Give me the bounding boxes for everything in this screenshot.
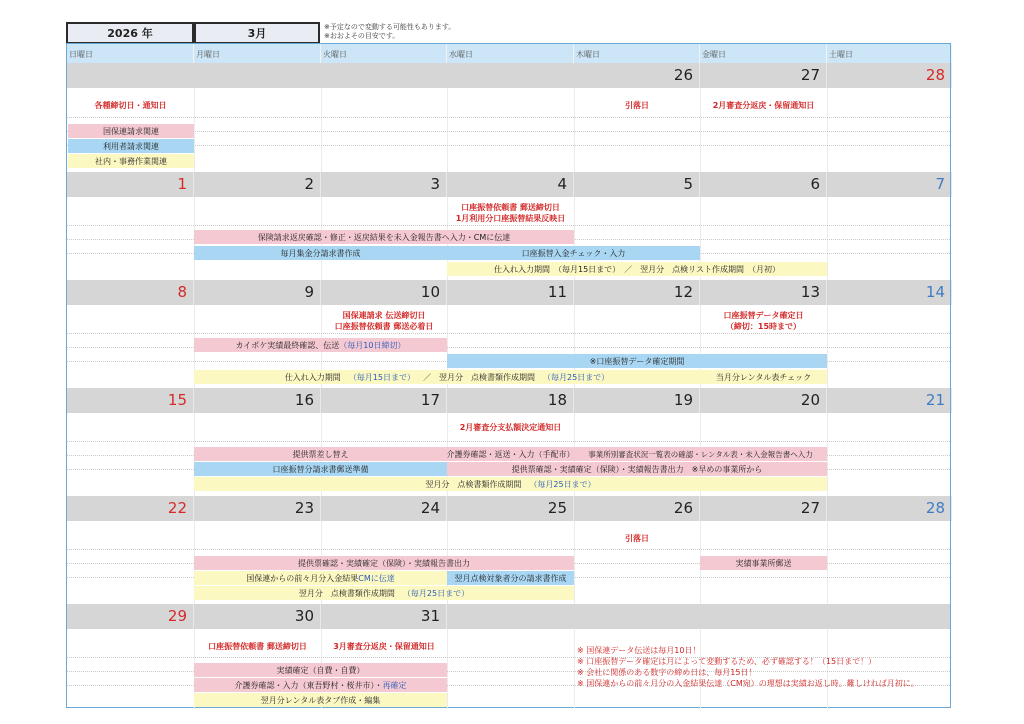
weekday-tue: 火曜日	[321, 44, 447, 63]
week-row	[67, 280, 950, 387]
task-bar: 翌月分レンタル表タブ作成・編集	[194, 693, 447, 707]
event-title	[447, 202, 574, 224]
date-cell: 28	[827, 63, 952, 88]
event-title: 2月審査分返戻・保留通知日	[712, 101, 815, 110]
footnote: ※ 国保連データ伝送は毎月10日！	[577, 646, 701, 655]
task-bar: 口座振替入金チェック・入力	[447, 246, 700, 260]
legend-pink: 国保連請求関連	[68, 124, 194, 138]
task-bar: 口座振替分請求書郵送準備	[194, 462, 447, 476]
date-cell: 30	[194, 604, 321, 629]
event-title: 引落日	[625, 101, 649, 110]
event-title-line: 口座振替依頼書 郵送締切日	[461, 203, 560, 212]
header-note: ※おおよその目安です。	[324, 32, 400, 40]
task-bar: 提供票確認・実績確定（保険）・実績報告書出力	[194, 556, 574, 570]
date-cell: 19	[574, 388, 700, 413]
date-cell: 23	[194, 496, 321, 521]
weekday-header	[67, 44, 950, 63]
date-cell: 5	[574, 172, 700, 197]
event-title-line: 国保連請求 伝送締切日	[342, 311, 426, 320]
task-bar: 毎月集金分請求書作成	[194, 246, 447, 260]
date-cell: 6	[700, 172, 827, 197]
task-bar	[194, 571, 447, 585]
task-text: （毎月25日まで）	[402, 588, 470, 598]
date-cell: 27	[700, 496, 827, 521]
date-row	[67, 172, 950, 197]
task-bar: 実績確定（自費・自費）	[194, 663, 447, 677]
date-cell: 24	[321, 496, 447, 521]
event-title: 3月審査分返戻・保留通知日	[333, 642, 435, 651]
date-cell: 18	[447, 388, 574, 413]
event-title-line: 1月利用分口座振替結果反映日	[455, 214, 566, 223]
date-cell: 14	[827, 280, 952, 305]
task-bar	[194, 586, 574, 600]
date-cell: 29	[67, 604, 194, 629]
date-cell: 8	[67, 280, 194, 305]
calendar	[66, 43, 951, 708]
task-bar: 実績事業所郵送	[700, 556, 827, 570]
date-cell: 2	[194, 172, 321, 197]
task-bar	[194, 477, 827, 491]
event-title: 引落日	[625, 534, 649, 543]
event-title-line: 口座振替データ確定日	[723, 311, 804, 320]
date-cell: 25	[447, 496, 574, 521]
month-box: 3月	[194, 22, 320, 44]
weekday-sat: 土曜日	[827, 44, 952, 63]
date-cell: 1	[67, 172, 194, 197]
date-row	[67, 496, 950, 521]
event-title-line: 口座振替依頼書 郵送必着日	[334, 322, 434, 331]
date-cell: 28	[827, 496, 952, 521]
footnote: ※ 口座振替データ確定は月によって変動するため、必ず確認する！（15日まで！）	[577, 657, 877, 666]
task-text: （毎月25日まで）	[543, 372, 610, 382]
date-cell: 21	[827, 388, 952, 413]
week-row	[67, 172, 950, 279]
date-cell: 26	[574, 63, 700, 88]
date-row	[67, 63, 950, 88]
date-cell: 4	[447, 172, 574, 197]
weekday-wed: 水曜日	[447, 44, 574, 63]
event-title: 各種締切日・通知日	[94, 101, 167, 110]
task-bar: 翌月点検対象者分の請求書作成	[447, 571, 574, 585]
task-bar	[194, 678, 447, 692]
task-bar: 提供票差し替え	[194, 447, 447, 461]
task-text: （毎月25日まで）	[529, 479, 596, 489]
task-bar: 保険請求返戻確認・修正・返戻結果を未入金報告書へ入力・CMに伝達	[194, 230, 574, 244]
year-box: 2026 年	[66, 22, 194, 44]
event-title: 口座振替依頼書 郵送締切日	[208, 642, 307, 651]
date-cell: 7	[827, 172, 952, 197]
task-bar	[194, 338, 447, 352]
date-cell: 11	[447, 280, 574, 305]
task-bar	[194, 370, 700, 384]
task-bar: 介護券確認・返送・入力（手配市）	[447, 447, 574, 461]
task-text: 翌月分 点検書類作成期間	[298, 588, 403, 598]
task-text: 再確定	[382, 680, 407, 690]
task-text: カイポケ実績最終確認、伝送	[235, 340, 340, 350]
event-title	[700, 310, 827, 332]
task-bar: ※口座振替データ確定期間	[447, 354, 827, 368]
task-text: 仕入れ入力期間	[284, 372, 349, 382]
weekday-sun: 日曜日	[67, 44, 194, 63]
task-text: （毎月10日締切）	[339, 340, 406, 350]
weekday-mon: 月曜日	[194, 44, 321, 63]
task-text: 翌月分 点検書類作成期間	[425, 479, 530, 489]
footnote: ※ 国保連からの前々月分の入金結果伝達（CM宛）の理想は実績お返し時。難しければ月初に。	[577, 679, 919, 688]
weekday-thu: 木曜日	[574, 44, 700, 63]
task-text: ／ 翌月分 点検書類作成期間	[415, 372, 543, 382]
footnotes	[577, 645, 919, 689]
date-row	[67, 388, 950, 413]
date-cell: 27	[700, 63, 827, 88]
date-row	[67, 604, 950, 629]
legend-blue: 利用者請求関連	[68, 139, 194, 153]
header-notes	[324, 23, 455, 41]
task-text: （毎月15日まで）	[348, 372, 415, 382]
date-row	[67, 280, 950, 305]
date-cell: 12	[574, 280, 700, 305]
legend-yellow: 社内・事務作業関連	[68, 154, 194, 168]
header-note: ※予定なので変動する可能性もあります。	[324, 23, 456, 31]
date-cell: 10	[321, 280, 447, 305]
task-bar: 提供票確認・実績確定（保険）・実績報告書出力 ※早めの事業所から	[447, 462, 827, 476]
task-bar: 当月分レンタル表チェック	[700, 370, 827, 384]
event-title	[321, 310, 447, 332]
date-cell: 17	[321, 388, 447, 413]
week-row	[67, 63, 950, 171]
date-cell: 26	[574, 496, 700, 521]
date-cell: 22	[67, 496, 194, 521]
task-text: 介護券確認・入力（東吾野村・桜井市）・	[234, 680, 383, 690]
date-cell: 15	[67, 388, 194, 413]
date-cell: 31	[321, 604, 447, 629]
weekday-fri: 金曜日	[700, 44, 827, 63]
date-cell: 3	[321, 172, 447, 197]
footnote: ※ 会社に関係のある数字の締め日は、毎月15日！	[577, 668, 757, 677]
event-title-line: （締切：15時まで）	[725, 322, 802, 331]
task-bar: 仕入れ入力期間 （毎月15日まで） ／ 翌月分 点検リスト作成期間 （月初）	[447, 262, 827, 276]
task-bar: 事業所別審査状況一覧表の確認・レンタル表・未入金報告書へ入力	[574, 447, 827, 461]
event-title: 2月審査分支払額決定通知日	[459, 423, 562, 432]
date-cell: 13	[700, 280, 827, 305]
date-cell: 16	[194, 388, 321, 413]
date-cell: 20	[700, 388, 827, 413]
task-text: 国保連からの前々月分入金結果	[246, 573, 359, 583]
date-cell: 9	[194, 280, 321, 305]
task-text: CMに伝達	[358, 573, 395, 583]
week-row	[67, 496, 950, 603]
week-row	[67, 388, 950, 495]
